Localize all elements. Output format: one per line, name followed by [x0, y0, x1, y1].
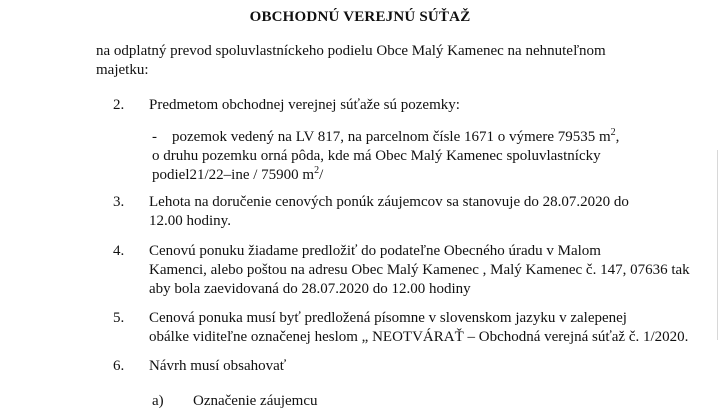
item-2-bullet-line-1	[172, 128, 619, 147]
item-2-bullet-line-3-post: /	[319, 167, 324, 183]
item-6-text: Návrh musí obsahovať	[149, 358, 287, 374]
page-edge-divider	[717, 150, 718, 340]
item-2-bullet-sup-1: 2	[610, 127, 616, 138]
item-2-bullet-line-3-text: podiel21/22–ine / 75900 m	[152, 167, 315, 183]
item-5-number: 5.	[113, 310, 125, 326]
item-2-bullet-dash: -	[152, 129, 157, 145]
item-5-line-1: Cenová ponuka musí byť predložená písomne v slovenskom jazyku v zalepenej	[149, 310, 627, 326]
intro-line-2: majetku:	[96, 62, 149, 78]
item-4-line-1: Cenovú ponuku žiadame predložiť do podateľne Obecného úradu v Malom	[149, 243, 601, 259]
item-2-bullet-line-3	[152, 166, 323, 185]
item-5-line-2: obálke viditeľne označenej heslom „ NEOTVÁRAŤ – Obchodná verejná súťaž č. 1/2020.	[149, 329, 689, 345]
item-4-line-2: Kamenci, alebo poštou na adresu Obec Malý Kamenec , Malý Kamenec č. 147, 07636 tak	[149, 262, 690, 278]
item-2-bullet-line-1-post: ,	[615, 129, 620, 145]
item-6-number: 6.	[113, 358, 125, 374]
item-2-bullet-line-1-text: pozemok vedený na LV 817, na parcelnom čísle 1671 o výmere 79535 m	[172, 129, 611, 145]
intro-line-1: na odplatný prevod spoluvlastníckeho podielu Obce Malý Kamenec na nehnuteľnom	[96, 43, 606, 59]
item-2-bullet-line-2: o druhu pozemku orná pôda, kde má Obec Malý Kamenec spoluvlastnícky	[152, 148, 601, 164]
item-2-text: Predmetom obchodnej verejnej súťaže sú pozemky:	[149, 97, 460, 113]
document-title: OBCHODNÚ VEREJNÚ SÚŤAŽ	[249, 9, 471, 25]
item-4-line-3: aby bola zaevidovaná do 28.07.2020 do 12.00 hodiny	[149, 281, 471, 297]
item-4-number: 4.	[113, 243, 125, 259]
item-6-sub-a-text: Označenie záujemcu	[193, 393, 318, 409]
item-3-line-2: 12.00 hodiny.	[149, 213, 231, 229]
item-2-bullet-sup-2: 2	[314, 165, 320, 176]
item-3-number: 3.	[113, 194, 125, 210]
item-6-sub-a-label: a)	[152, 393, 164, 409]
item-3-line-1: Lehota na doručenie cenových ponúk záujemcov sa stanovuje do 28.07.2020 do	[149, 194, 629, 210]
item-2-number: 2.	[113, 97, 125, 113]
